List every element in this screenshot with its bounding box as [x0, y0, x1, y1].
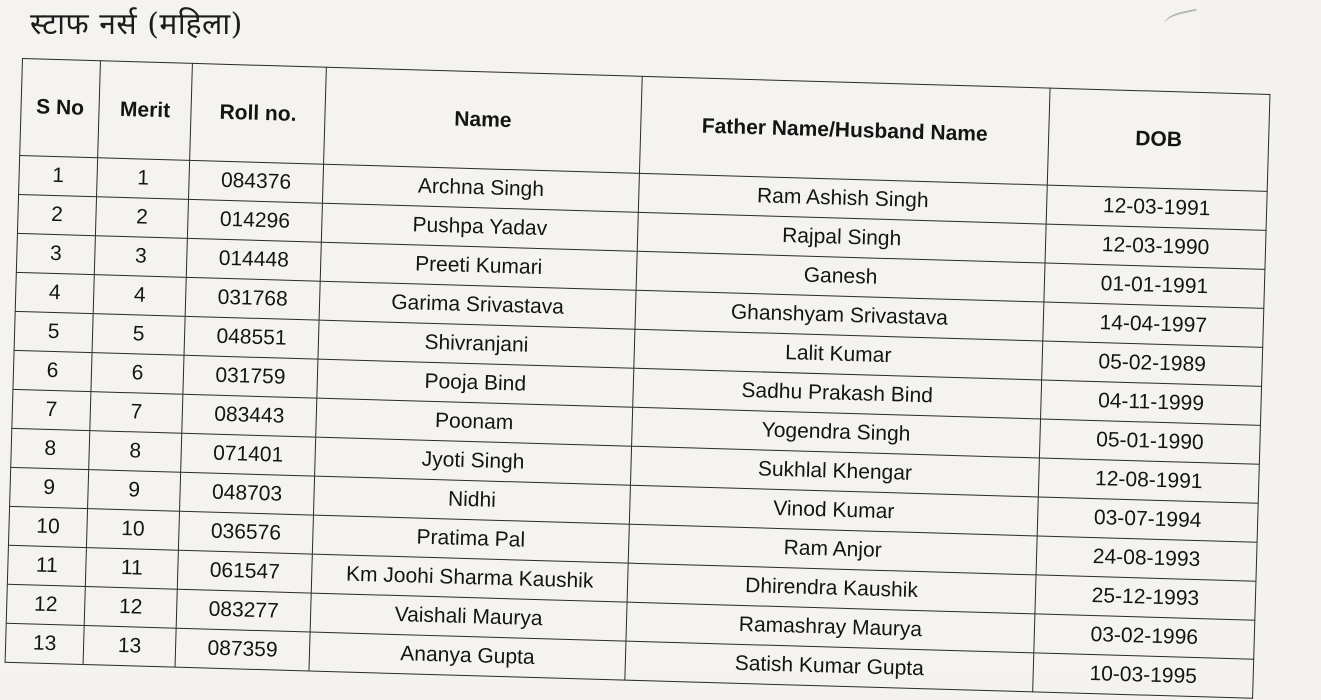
cell-sno: 2 — [17, 194, 96, 235]
cell-roll: 083443 — [182, 394, 317, 437]
cell-father: Ram Anjor — [628, 524, 1037, 575]
cell-dob: 05-01-1990 — [1039, 419, 1260, 464]
page-title: स्टाफ नर्स (महिला) — [30, 7, 243, 42]
cell-father: Ram Ashish Singh — [638, 173, 1047, 224]
cell-dob: 24-08-1993 — [1036, 536, 1257, 581]
cell-father: Sadhu Prakash Bind — [633, 368, 1042, 419]
cell-roll: 031768 — [185, 277, 320, 320]
cell-dob: 12-08-1991 — [1038, 458, 1259, 503]
cell-dob: 03-07-1994 — [1037, 497, 1258, 542]
cell-father: Lalit Kumar — [634, 329, 1043, 380]
cell-roll: 071401 — [181, 433, 316, 476]
cell-father: Vinod Kumar — [629, 485, 1038, 536]
pen-mark — [1163, 9, 1199, 30]
cell-merit: 1 — [97, 158, 190, 200]
cell-sno: 1 — [19, 155, 98, 196]
cell-dob: 12-03-1991 — [1046, 185, 1267, 230]
cell-merit: 3 — [94, 236, 187, 278]
merit-list-sheet — [5, 58, 1321, 700]
cell-roll: 031759 — [183, 355, 318, 398]
cell-roll: 014448 — [186, 238, 321, 281]
cell-merit: 7 — [90, 392, 183, 434]
cell-dob: 05-02-1989 — [1042, 341, 1263, 386]
cell-merit: 11 — [85, 548, 178, 590]
cell-dob: 01-01-1991 — [1044, 263, 1265, 308]
cell-father: Ramashray Maurya — [626, 602, 1035, 653]
cell-father: Dhirendra Kaushik — [627, 563, 1036, 614]
cell-father: Sukhlal Khengar — [630, 446, 1039, 497]
cell-sno: 8 — [11, 428, 90, 469]
cell-roll: 048703 — [180, 472, 315, 515]
cell-sno: 6 — [13, 350, 92, 391]
header-father: Father Name/Husband Name — [639, 76, 1050, 185]
cell-roll: 014296 — [187, 199, 322, 242]
cell-dob: 03-02-1996 — [1034, 614, 1255, 659]
cell-roll: 083277 — [176, 589, 311, 632]
cell-sno: 7 — [12, 389, 91, 430]
cell-merit: 5 — [92, 314, 185, 356]
header-name: Name — [324, 67, 643, 173]
cell-sno: 4 — [15, 272, 94, 313]
cell-father: Satish Kumar Gupta — [625, 641, 1034, 692]
header-merit: Merit — [98, 61, 193, 161]
cell-sno: 13 — [5, 623, 84, 664]
cell-sno: 11 — [7, 545, 86, 586]
cell-dob: 25-12-1993 — [1035, 575, 1256, 620]
cell-merit: 6 — [91, 353, 184, 395]
cell-merit: 13 — [83, 626, 176, 668]
cell-name: Pooja Bind — [317, 359, 634, 407]
cell-name: Shivranjani — [318, 320, 635, 368]
cell-roll: 061547 — [177, 550, 312, 593]
header-roll: Roll no. — [190, 63, 327, 164]
cell-name: Nidhi — [313, 476, 630, 524]
cell-merit: 8 — [89, 431, 182, 473]
cell-name: Preeti Kumari — [320, 242, 637, 290]
cell-merit: 2 — [95, 197, 188, 239]
cell-dob: 04-11-1999 — [1041, 380, 1262, 425]
cell-dob: 14-04-1997 — [1043, 302, 1264, 347]
cell-father: Yogendra Singh — [632, 407, 1041, 458]
header-sno: S No — [20, 59, 101, 158]
cell-sno: 5 — [14, 311, 93, 352]
cell-name: Vaishali Maurya — [310, 593, 627, 641]
cell-roll: 084376 — [188, 160, 323, 203]
merit-list-table — [5, 58, 1271, 699]
cell-roll: 036576 — [178, 511, 313, 554]
cell-name: Pratima Pal — [312, 515, 629, 563]
cell-name: Ananya Gupta — [309, 632, 626, 680]
cell-sno: 9 — [10, 467, 89, 508]
cell-name: Garima Srivastava — [319, 281, 636, 329]
cell-name: Archna Singh — [322, 164, 639, 212]
cell-father: Ganesh — [636, 251, 1045, 302]
cell-roll: 087359 — [175, 628, 310, 671]
cell-name: Pushpa Yadav — [321, 203, 638, 251]
cell-name: Poonam — [316, 398, 633, 446]
cell-roll: 048551 — [184, 316, 319, 359]
cell-father: Ghanshyam Srivastava — [635, 290, 1044, 341]
cell-merit: 10 — [86, 509, 179, 551]
cell-merit: 4 — [93, 275, 186, 317]
cell-name: Km Joohi Sharma Kaushik — [311, 554, 628, 602]
header-dob: DOB — [1047, 88, 1270, 191]
cell-merit: 12 — [84, 587, 177, 629]
cell-name: Jyoti Singh — [315, 437, 632, 485]
cell-dob: 10-03-1995 — [1033, 653, 1254, 698]
cell-sno: 3 — [16, 233, 95, 274]
cell-merit: 9 — [88, 470, 181, 512]
cell-sno: 12 — [6, 584, 85, 625]
cell-dob: 12-03-1990 — [1045, 224, 1266, 269]
cell-father: Rajpal Singh — [637, 212, 1046, 263]
cell-sno: 10 — [8, 506, 87, 547]
